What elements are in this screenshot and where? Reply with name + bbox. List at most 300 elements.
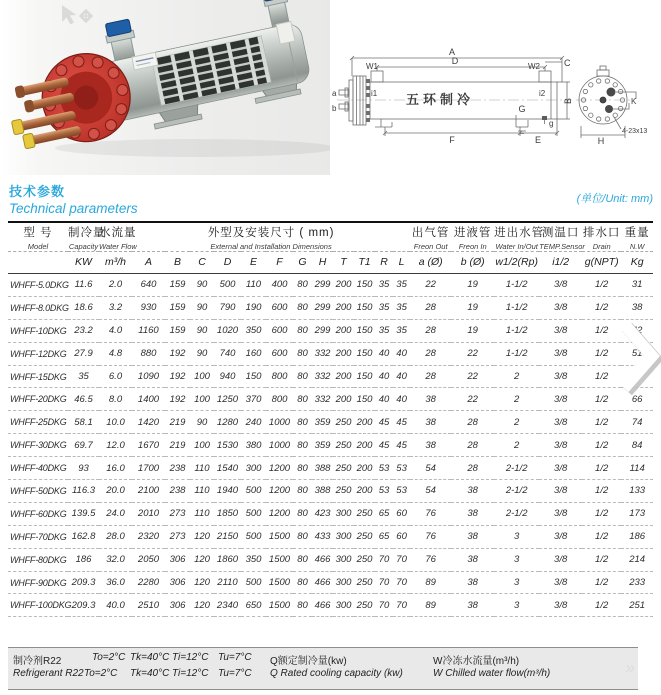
value-cell: 2340 — [214, 594, 241, 617]
value-cell: 57 — [621, 365, 653, 388]
value-cell: 38 — [451, 480, 494, 503]
value-cell: 214 — [621, 548, 653, 571]
value-cell: 38 — [451, 548, 494, 571]
unit-cell: w1/2(Rp) — [494, 252, 539, 274]
value-cell: 300 — [241, 457, 266, 480]
value-cell: 40 — [375, 388, 393, 411]
value-cell: 28 — [451, 434, 494, 457]
value-cell: 800 — [266, 388, 293, 411]
value-cell: 2320 — [132, 525, 165, 548]
model-cell: WHFF-100DKG — [8, 594, 68, 617]
value-cell: 80 — [293, 502, 312, 525]
value-cell: 200 — [354, 480, 375, 503]
value-cell: 51 — [621, 342, 653, 365]
value-cell: 35 — [375, 274, 393, 297]
value-cell: 162.8 — [68, 525, 99, 548]
value-cell: 1/2 — [582, 457, 621, 480]
value-cell: 2.0 — [99, 274, 132, 297]
value-cell: 640 — [132, 274, 165, 297]
value-cell: 54 — [410, 480, 451, 503]
unit-cell: G — [293, 252, 312, 274]
value-cell: 89 — [410, 594, 451, 617]
dim-label-a: a — [332, 89, 337, 98]
refrigerant-label-zh: 制冷剂R22 — [13, 656, 62, 667]
model-cell: WHFF-10DKG — [8, 319, 68, 342]
value-cell: 3.2 — [99, 296, 132, 319]
unit-cell: Kg — [621, 252, 653, 274]
value-cell: 200 — [354, 457, 375, 480]
value-cell: 38 — [410, 434, 451, 457]
value-cell: 300 — [333, 525, 354, 548]
unit-cell: D — [214, 252, 241, 274]
table-row — [8, 457, 653, 480]
value-cell: 74 — [621, 411, 653, 434]
value-cell: 70 — [393, 594, 410, 617]
value-cell: 53 — [375, 457, 393, 480]
col-group-dimensions: 外型及安装尺寸 ( mm) External and Installation Dimensions — [207, 227, 335, 251]
value-cell: 200 — [354, 411, 375, 434]
unit-cell: R — [375, 252, 393, 274]
value-cell: 80 — [293, 434, 312, 457]
value-cell: 3 — [494, 571, 539, 594]
value-cell: 120 — [190, 525, 214, 548]
value-cell: 38 — [451, 571, 494, 594]
value-cell: 46.5 — [68, 388, 99, 411]
model-cell: WHFF-70DKG — [8, 525, 68, 548]
value-cell: 200 — [333, 274, 354, 297]
value-cell: 45 — [375, 411, 393, 434]
value-cell: 192 — [165, 388, 190, 411]
value-cell: 100 — [190, 388, 214, 411]
value-cell: 65 — [375, 525, 393, 548]
value-cell: 80 — [293, 525, 312, 548]
value-cell: 1200 — [266, 457, 293, 480]
value-cell: 1/2 — [582, 434, 621, 457]
value-cell: 3/8 — [539, 502, 582, 525]
model-cell: WHFF-80DKG — [8, 548, 68, 571]
value-cell: 3/8 — [539, 319, 582, 342]
dim-label-H: H — [597, 136, 605, 146]
col-group-water-inout: 进出水管 Water In/Out — [494, 227, 545, 251]
value-cell: 35 — [393, 274, 410, 297]
value-cell: 70 — [375, 571, 393, 594]
to-value: To=2°C — [92, 652, 126, 663]
unit-cell: E — [241, 252, 266, 274]
value-cell: 1670 — [132, 434, 165, 457]
value-cell: 4.0 — [99, 319, 132, 342]
value-cell: 2100 — [132, 480, 165, 503]
value-cell: 200 — [333, 319, 354, 342]
value-cell: 90 — [190, 296, 214, 319]
refrigerant-label-en: Refrigerant R22 — [13, 668, 84, 679]
to-value-en: To=2°C — [84, 668, 118, 679]
value-cell: 273 — [165, 502, 190, 525]
value-cell: 40 — [393, 342, 410, 365]
value-cell: 250 — [354, 571, 375, 594]
value-cell: 1530 — [214, 434, 241, 457]
value-cell: 186 — [621, 525, 653, 548]
value-cell: 76 — [410, 548, 451, 571]
value-cell: 433 — [312, 525, 333, 548]
table-row — [8, 594, 653, 617]
value-cell: 80 — [293, 548, 312, 571]
model-cell: WHFF-60DKG — [8, 502, 68, 525]
value-cell: 90 — [190, 319, 214, 342]
tu-value-en: Tu=7°C — [218, 668, 252, 679]
value-cell: 209.3 — [68, 594, 99, 617]
value-cell: 90 — [190, 274, 214, 297]
brand-watermark: 五环制冷 — [406, 92, 475, 107]
technical-drawing — [330, 0, 661, 175]
value-cell: 299 — [312, 319, 333, 342]
value-cell: 500 — [241, 502, 266, 525]
value-cell: 70 — [393, 571, 410, 594]
value-cell: 40 — [393, 388, 410, 411]
value-cell: 32.0 — [99, 548, 132, 571]
value-cell: 150 — [354, 365, 375, 388]
value-cell: 2050 — [132, 548, 165, 571]
dim-label-E: E — [534, 135, 542, 145]
value-cell: 940 — [214, 365, 241, 388]
value-cell: 53 — [375, 480, 393, 503]
value-cell: 3/8 — [539, 571, 582, 594]
value-cell: 238 — [165, 480, 190, 503]
table-row — [8, 525, 653, 548]
footnote-line-1 — [8, 652, 638, 668]
value-cell: 11.6 — [68, 274, 99, 297]
value-cell: 1000 — [266, 434, 293, 457]
table-row — [8, 548, 653, 571]
value-cell: 200 — [354, 434, 375, 457]
value-cell: 300 — [333, 594, 354, 617]
tk-value: Tk=40°C — [130, 652, 170, 663]
value-cell: 120 — [190, 594, 214, 617]
footnote-line-2 — [8, 668, 638, 684]
value-cell: 600 — [266, 319, 293, 342]
value-cell: 219 — [165, 434, 190, 457]
value-cell: 380 — [241, 434, 266, 457]
value-cell: 60 — [393, 525, 410, 548]
value-cell: 1500 — [266, 594, 293, 617]
value-cell: 80 — [293, 274, 312, 297]
value-cell: 1160 — [132, 319, 165, 342]
value-cell: 250 — [333, 411, 354, 434]
value-cell: 45 — [393, 434, 410, 457]
value-cell: 466 — [312, 548, 333, 571]
value-cell: 1280 — [214, 411, 241, 434]
value-cell: 190 — [241, 296, 266, 319]
value-cell: 120 — [190, 571, 214, 594]
units-model-cell — [8, 252, 68, 274]
value-cell: 45 — [375, 434, 393, 457]
value-cell: 250 — [333, 434, 354, 457]
value-cell: 2510 — [132, 594, 165, 617]
value-cell: 38 — [410, 388, 451, 411]
value-cell: 600 — [266, 342, 293, 365]
section-title-en: Technical parameters — [9, 201, 138, 216]
value-cell: 306 — [165, 571, 190, 594]
value-cell: 2 — [494, 365, 539, 388]
value-cell: 12.0 — [99, 434, 132, 457]
value-cell: 250 — [333, 480, 354, 503]
value-cell: 19 — [451, 319, 494, 342]
unit-cell: a (Ø) — [410, 252, 451, 274]
value-cell: 93 — [68, 457, 99, 480]
ti-value-en: Ti=12°C — [172, 668, 209, 679]
value-cell: 27.9 — [68, 342, 99, 365]
value-cell: 54 — [410, 457, 451, 480]
value-cell: 80 — [293, 319, 312, 342]
value-cell: 150 — [354, 274, 375, 297]
value-cell: 306 — [165, 548, 190, 571]
value-cell: 3/8 — [539, 480, 582, 503]
model-cell: WHFF-25DKG — [8, 411, 68, 434]
value-cell: 8.0 — [99, 388, 132, 411]
dim-label-B: B — [563, 97, 573, 104]
section-heading — [9, 181, 138, 216]
tk-value-en: Tk=40°C — [130, 668, 170, 679]
dim-label-i2: i2 — [539, 89, 546, 98]
value-cell: 250 — [333, 457, 354, 480]
dim-label-g: g — [549, 119, 554, 128]
value-cell: 80 — [293, 571, 312, 594]
value-cell: 1/2 — [582, 525, 621, 548]
q-definition-zh: Q额定制冷量(kw) — [270, 656, 347, 667]
value-cell: 500 — [214, 274, 241, 297]
value-cell: 139.5 — [68, 502, 99, 525]
value-cell: 1/2 — [582, 548, 621, 571]
value-cell: 22 — [451, 388, 494, 411]
spec-table — [8, 224, 653, 617]
unit-cell: B — [165, 252, 190, 274]
value-cell: 800 — [266, 365, 293, 388]
value-cell: 10.0 — [99, 411, 132, 434]
value-cell: 2-1/2 — [494, 480, 539, 503]
value-cell: 70 — [375, 594, 393, 617]
value-cell: 150 — [354, 319, 375, 342]
value-cell: 350 — [241, 548, 266, 571]
value-cell: 233 — [621, 571, 653, 594]
dim-label-W1: W1 — [366, 62, 378, 71]
value-cell: 3/8 — [539, 548, 582, 571]
value-cell: 1/2 — [582, 342, 621, 365]
value-cell: 76 — [410, 502, 451, 525]
col-group-temp-sensor: 测温口 TEMP.Sensor — [539, 227, 585, 251]
value-cell: 388 — [312, 480, 333, 503]
value-cell: 200 — [333, 342, 354, 365]
value-cell: 250 — [354, 548, 375, 571]
table-row — [8, 274, 653, 297]
value-cell: 1/2 — [582, 502, 621, 525]
value-cell: 35 — [375, 296, 393, 319]
value-cell: 100 — [190, 434, 214, 457]
unit-cell: T — [333, 252, 354, 274]
value-cell: 1420 — [132, 411, 165, 434]
value-cell: 38 — [621, 296, 653, 319]
unit-cell: C — [190, 252, 214, 274]
faint-chevron-watermark: » — [625, 658, 632, 677]
value-cell: 2-1/2 — [494, 457, 539, 480]
next-arrow-icon[interactable] — [612, 314, 661, 400]
value-cell: 388 — [312, 457, 333, 480]
value-cell: 173 — [621, 502, 653, 525]
value-cell: 58.1 — [68, 411, 99, 434]
value-cell: 1540 — [214, 457, 241, 480]
value-cell: 1-1/2 — [494, 296, 539, 319]
value-cell: 2110 — [214, 571, 241, 594]
unit-cell: A — [132, 252, 165, 274]
value-cell: 53 — [393, 457, 410, 480]
value-cell: 1500 — [266, 571, 293, 594]
value-cell: 250 — [354, 525, 375, 548]
unit-cell: T1 — [354, 252, 375, 274]
col-group-weight: 重量 N.W — [624, 227, 650, 251]
value-cell: 1-1/2 — [494, 274, 539, 297]
col-group-freon-in: 进液管 Freon In — [453, 227, 492, 251]
table-row — [8, 296, 653, 319]
unit-cell: b (Ø) — [451, 252, 494, 274]
value-cell: 28 — [410, 296, 451, 319]
value-cell: 84 — [621, 434, 653, 457]
q-definition-en: Q Rated cooling capacity (kw) — [270, 668, 403, 679]
value-cell: 150 — [241, 365, 266, 388]
value-cell: 240 — [241, 411, 266, 434]
value-cell: 332 — [312, 365, 333, 388]
value-cell: 69.7 — [68, 434, 99, 457]
dim-label-C: C — [564, 58, 571, 68]
value-cell: 1/2 — [582, 296, 621, 319]
units-row — [8, 252, 653, 274]
value-cell: 80 — [293, 480, 312, 503]
value-cell: 28.0 — [99, 525, 132, 548]
value-cell: 70 — [393, 548, 410, 571]
value-cell: 1250 — [214, 388, 241, 411]
value-cell: 1-1/2 — [494, 342, 539, 365]
table-row — [8, 319, 653, 342]
value-cell: 1200 — [266, 502, 293, 525]
value-cell: 359 — [312, 434, 333, 457]
table-row — [8, 480, 653, 503]
table-row — [8, 411, 653, 434]
value-cell: 250 — [354, 594, 375, 617]
dim-label-b: b — [332, 104, 337, 113]
value-cell: 90 — [190, 342, 214, 365]
model-cell: WHFF-30DKG — [8, 434, 68, 457]
value-cell: 3 — [494, 548, 539, 571]
value-cell: 110 — [190, 502, 214, 525]
value-cell: 1/2 — [582, 594, 621, 617]
value-cell: 20.0 — [99, 480, 132, 503]
value-cell: 22 — [410, 274, 451, 297]
value-cell: 35 — [68, 365, 99, 388]
value-cell: 89 — [410, 571, 451, 594]
table-row — [8, 365, 653, 388]
model-cell: WHFF-15DKG — [8, 365, 68, 388]
value-cell: 3/8 — [539, 411, 582, 434]
value-cell: 3/8 — [539, 274, 582, 297]
model-cell: WHFF-12DKG — [8, 342, 68, 365]
value-cell: 500 — [241, 571, 266, 594]
value-cell: 1/2 — [582, 319, 621, 342]
value-cell: 38 — [451, 594, 494, 617]
dim-label-F: F — [449, 135, 455, 145]
dim-label-G: G — [518, 104, 526, 114]
col-group-capacity: 制冷量 Capacity — [68, 227, 106, 251]
value-cell: 1020 — [214, 319, 241, 342]
table-row — [8, 388, 653, 411]
value-cell: 38 — [451, 502, 494, 525]
value-cell: 299 — [312, 296, 333, 319]
value-cell: 200 — [333, 365, 354, 388]
value-cell: 3/8 — [539, 457, 582, 480]
value-cell: 1000 — [266, 411, 293, 434]
value-cell: 2010 — [132, 502, 165, 525]
value-cell: 80 — [293, 365, 312, 388]
value-cell: 880 — [132, 342, 165, 365]
value-cell: 423 — [312, 502, 333, 525]
table-row — [8, 342, 653, 365]
value-cell: 466 — [312, 571, 333, 594]
value-cell: 3 — [494, 525, 539, 548]
value-cell: 192 — [165, 342, 190, 365]
value-cell: 466 — [312, 594, 333, 617]
value-cell: 251 — [621, 594, 653, 617]
value-cell: 1850 — [214, 502, 241, 525]
unit-cell: H — [312, 252, 333, 274]
value-cell: 1700 — [132, 457, 165, 480]
unit-cell: L — [393, 252, 410, 274]
value-cell: 740 — [214, 342, 241, 365]
value-cell: 1/2 — [582, 388, 621, 411]
value-cell: 1400 — [132, 388, 165, 411]
value-cell: 70 — [375, 548, 393, 571]
unit-cell: F — [266, 252, 293, 274]
value-cell: 150 — [354, 296, 375, 319]
value-cell: 35 — [393, 319, 410, 342]
unit-cell: m³/h — [99, 252, 132, 274]
table-row — [8, 502, 653, 525]
value-cell: 19 — [451, 296, 494, 319]
value-cell: 186 — [68, 548, 99, 571]
value-cell: 80 — [293, 388, 312, 411]
value-cell: 150 — [354, 342, 375, 365]
dim-label-i1: i1 — [371, 89, 378, 98]
value-cell: 23.2 — [68, 319, 99, 342]
value-cell: 300 — [333, 502, 354, 525]
value-cell: 22 — [451, 342, 494, 365]
value-cell: 3/8 — [539, 296, 582, 319]
value-cell: 3/8 — [539, 525, 582, 548]
value-cell: 65 — [375, 502, 393, 525]
value-cell: 31 — [621, 274, 653, 297]
value-cell: 80 — [293, 457, 312, 480]
move-cursor-icon — [62, 5, 92, 25]
heat-exchanger-photo-illustration — [0, 0, 334, 175]
value-cell: 4.8 — [99, 342, 132, 365]
value-cell: 3/8 — [539, 434, 582, 457]
product-photo — [0, 0, 334, 175]
value-cell: 16.0 — [99, 457, 132, 480]
footnotes-box — [8, 647, 638, 690]
dim-label-K: K — [631, 97, 637, 106]
bolt-hole-note: 4-23x13 — [622, 128, 648, 135]
value-cell: 300 — [333, 571, 354, 594]
value-cell: 790 — [214, 296, 241, 319]
value-cell: 1860 — [214, 548, 241, 571]
value-cell: 1500 — [266, 525, 293, 548]
value-cell: 332 — [312, 388, 333, 411]
value-cell: 40 — [393, 365, 410, 388]
